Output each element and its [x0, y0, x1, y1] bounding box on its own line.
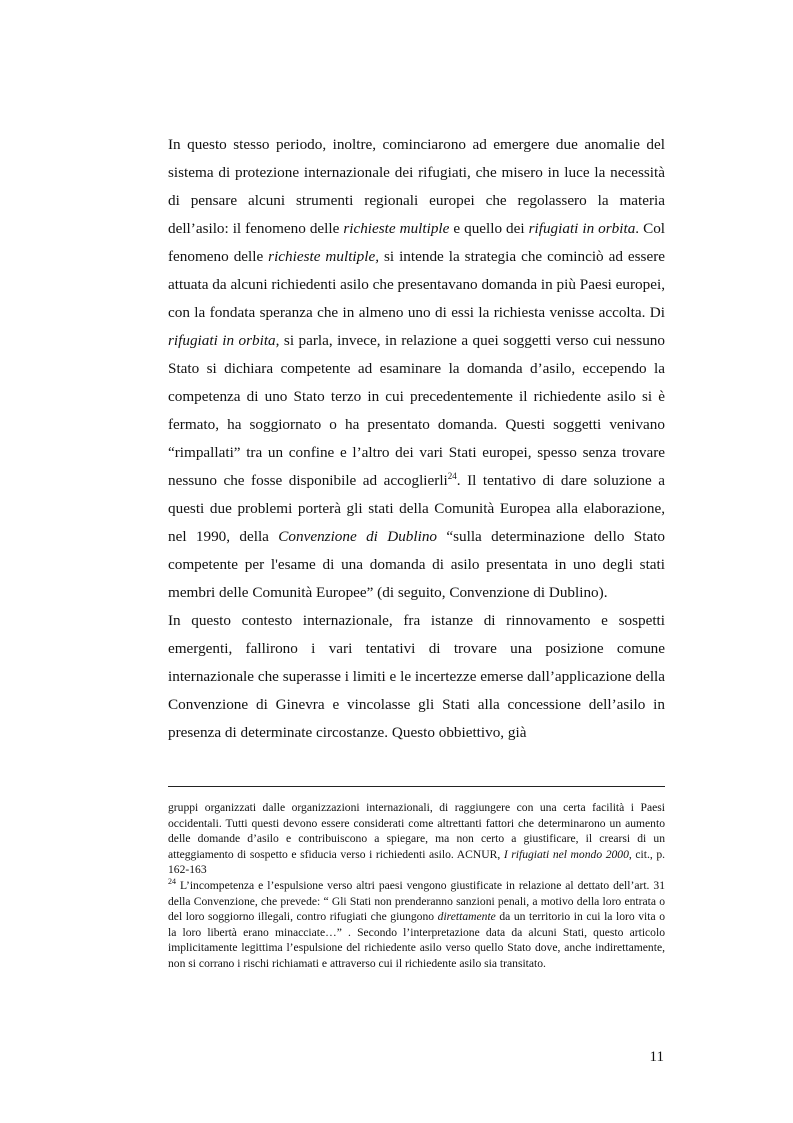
text-run: . Col fenomeno delle [168, 220, 666, 265]
footnote-separator [168, 786, 665, 787]
text-run: da un territorio in cui la loro vita o la loro libertà erano minacciate…” . Secondo l’interpretazione data da alcuni Stati, questo articolo implicitamente legittima l’espulsione del richiedente asilo verso quello Stato dove, anche indirettamente, non si corrano i rischi richiamati e attraverso cui il richiedente asilo sia transitato. [168, 910, 665, 970]
text-run: . Il tentativo di dare soluzione a questi due problemi porterà gli stati della Comunità Europea alla elaborazione, nel 1990, della [168, 472, 666, 545]
paragraph-2: In questo contesto internazionale, fra istanze di rinnovamento e sospetti emergenti, fallirono i vari tentativi di trovare una posizione comune internazionale che superasse i limiti e le incertezze emerse dall’applicazione della Convenzione di Ginevra e vincolasse gli Stati alla concessione dell’asilo in presenza di determinate circostanze. Questo obbiettivo, già [168, 612, 665, 741]
footnote-continued [168, 800, 665, 878]
footnote-reference[interactable]: 24 [447, 471, 457, 481]
text-run: In questo stesso periodo, inoltre, cominciarono ad emergere due anomalie del sistema di protezione internazionale dei rifugiati, che misero in luce la necessità di pensare alcuni strumenti regionali europei che regolassero la materia dell’asilo: il fenomeno delle [168, 136, 665, 237]
italic-term: rifugiati in orbita [168, 332, 276, 349]
italic-term: rifugiati in orbita [528, 220, 636, 237]
main-text [168, 131, 665, 747]
italic-term: direttamente [437, 910, 496, 924]
italic-term: richieste multiple, [268, 248, 380, 265]
paragraph-1 [168, 131, 665, 607]
page-number: 11 [649, 1049, 664, 1065]
text-run: , si parla, invece, in relazione a quei soggetti verso cui nessuno Stato si dichiara competente ad esaminare la domanda d’asilo, eccependo la competenza di uno Stato terzo in cui precedentemente il richiedente asilo si è fermato, ha soggiornato o ha presentato domanda. Questi soggetti venivano “rimpallati” tra un confine e l’altro dei vari Stati europei, spesso senza trovare nessuno che fosse disponibile ad accoglierli [168, 332, 665, 489]
text-run: e quello dei [449, 220, 529, 237]
footnote-number: 24 [168, 876, 176, 886]
text-run: gruppi organizzati dalle organizzazioni internazionali, di raggiungere con una certa facilità i Paesi occidentali. Tutti questi devono essere considerati come altrettanti fattori che determinarono un aumento delle domande d’asilo e contribuiscono a spiegare, ma non certo a giustificare, il crearsi di un atteggiamento di sospetto e sfiducia verso i richiedenti asilo. ACNUR, [168, 801, 665, 861]
italic-title: I rifugiati nel mondo 2000 [503, 847, 629, 861]
text-run: si intende la strategia che cominciò ad essere attuata da alcuni richiedenti asilo che presentavano domanda in più Paesi europei, con la fondata speranza che in almeno uno di essi la richiesta venisse accolta. Di [168, 248, 665, 321]
footnote-24 [168, 878, 665, 972]
italic-term: Convenzione di Dublino [278, 528, 438, 545]
footnotes [168, 800, 665, 972]
italic-term: richieste multiple [343, 220, 450, 237]
text-run: , cit., p. 162-163 [168, 847, 666, 877]
text-run: “sulla determinazione dello Stato competente per l'esame di una domanda di asilo presentata in uno degli stati membri delle Comunità Europee” (di seguito, Convenzione di Dublino). [168, 528, 666, 601]
text-run: L’incompetenza e l’espulsione verso altri paesi vengono giustificate in relazione al dettato dell’art. 31 della Convenzione, che prevede: “ Gli Stati non prenderanno sanzioni penali, a motivo della loro entrata o del loro soggiorno illegali, contro rifugiati che giungono [168, 878, 665, 924]
